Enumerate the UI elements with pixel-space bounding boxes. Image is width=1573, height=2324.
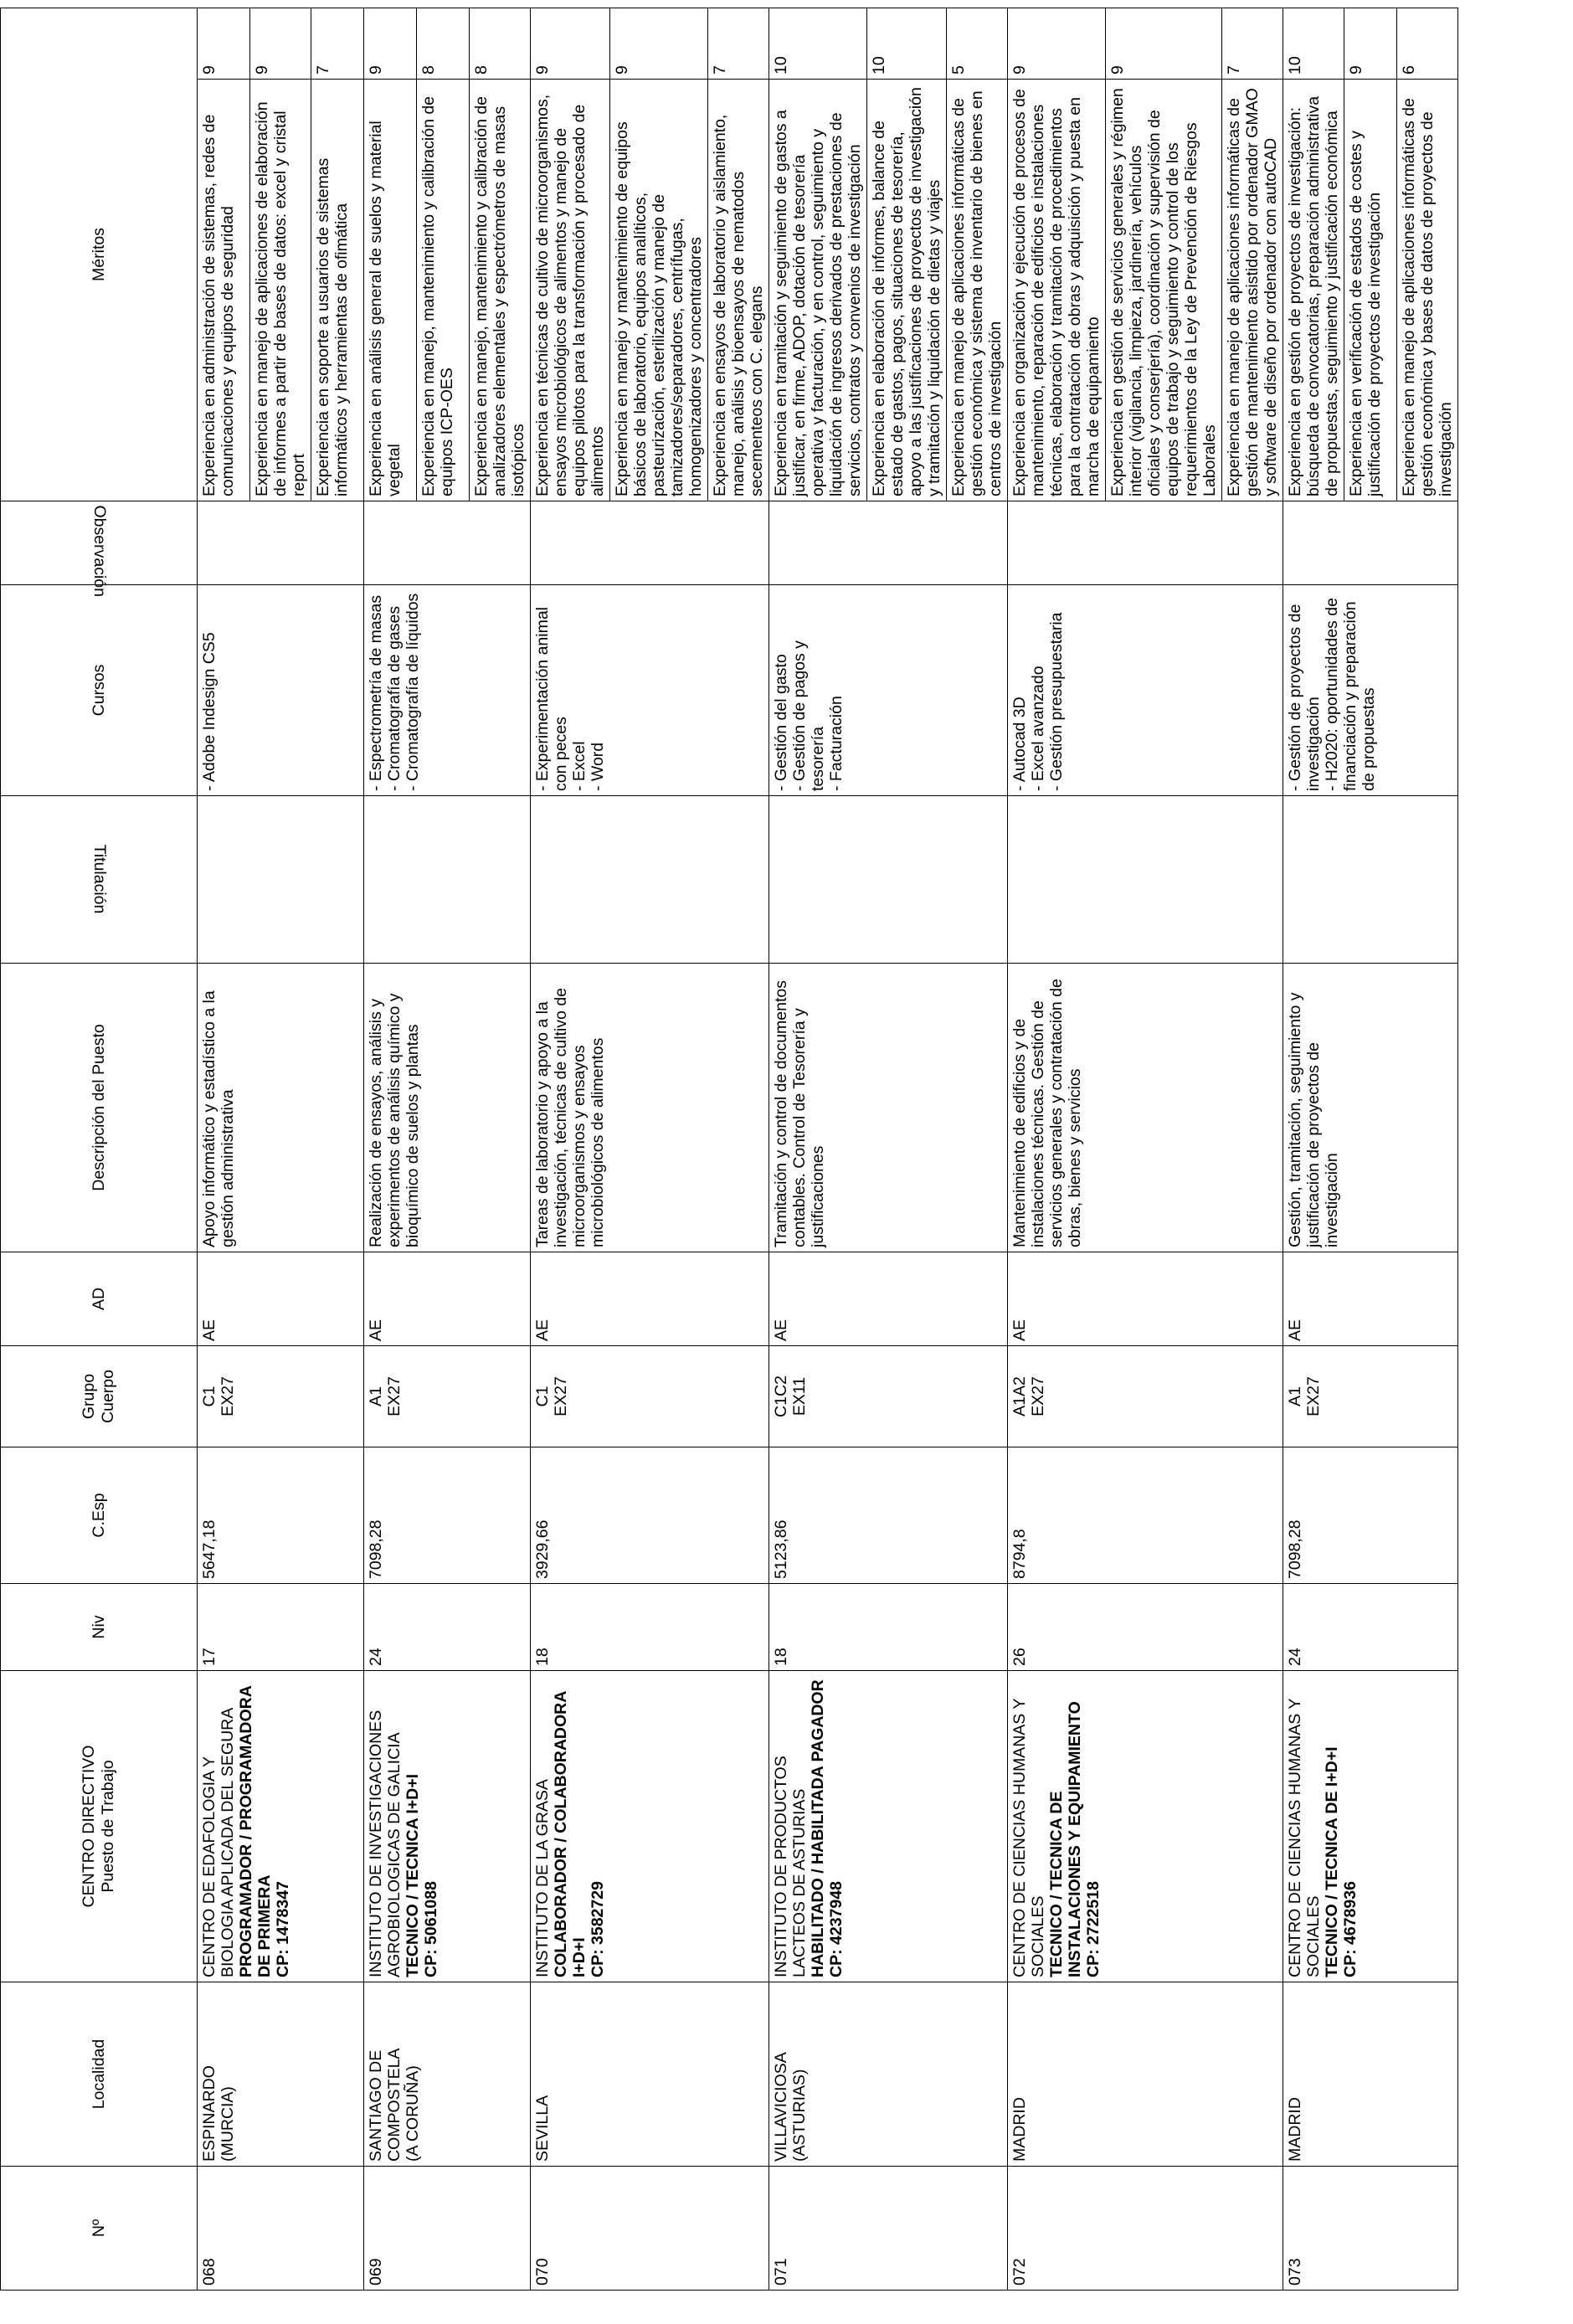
cell-localidad: MADRID [1283,1982,1458,2167]
job-positions-table [0,8,1458,2291]
header-niv: Niv [1,1584,198,1671]
table-body [198,8,1458,2291]
cell-merito-points: 6 [1397,8,1458,80]
cell-centro [1008,1671,1283,1982]
cp-code: CP: 3582729 [589,1881,607,1977]
header-titulacion: Titulación [1,796,198,964]
cell-cesp: 7098,28 [1283,1447,1458,1584]
cell-centro [1283,1671,1458,1982]
cell-cursos: - Espectrometría de masas - Cromatografía de gases - Cromatografía de líquidos [364,585,531,796]
table-row [364,8,417,2291]
cell-num: 071 [769,2167,1008,2291]
puesto-name: PROGRAMADOR / PROGRAMADORA DE PRIMERA [237,1685,274,1977]
cell-niv: 18 [769,1584,1008,1671]
centro-name: INSTITUTO DE PRODUCTOS LACTEOS DE ASTURIAS [772,1756,809,1977]
cell-merito: Experiencia en análisis general de suelos y material vegetal [364,80,417,501]
cell-num: 069 [364,2167,531,2291]
header-observacion: Observación [1,501,198,585]
cell-cesp: 8794,8 [1008,1447,1283,1584]
cell-merito: Experiencia en tramitación y seguimiento de gastos a justificar, en firme, ADOP, dotación de tesorería operativa y facturación, y en control, seguimiento y liquidación de ingresos derivados de prestaciones de servicios, contratos y convenios de investigación [769,80,867,501]
centro-name: INSTITUTO DE LA GRASA [533,1779,552,1977]
cell-niv: 17 [198,1584,364,1671]
cell-niv: 26 [1008,1584,1283,1671]
cell-merito-points: 7 [1222,8,1283,80]
header-ad: AD [1,1252,198,1346]
cell-num: 070 [531,2167,769,2291]
cell-num: 068 [198,2167,364,2291]
cell-merito-points: 9 [1106,8,1222,80]
cell-descripcion: Gestión, tramitación, seguimiento y justificación de proyectos de investigación [1283,964,1458,1252]
cell-cesp: 3929,66 [531,1447,769,1584]
table-row [531,8,610,2291]
cell-titulacion [769,796,1008,964]
cell-descripcion: Apoyo informático y estadístico a la gestión administrativa [198,964,364,1252]
cell-titulacion [531,796,769,964]
cell-centro [769,1671,1008,1982]
cell-merito-points: 9 [198,8,250,80]
cell-observacion [1283,501,1458,585]
cell-merito-points: 9 [610,8,708,80]
cp-code: CP: 5061088 [422,1881,440,1977]
cell-localidad: ESPINARDO (MURCIA) [198,1982,364,2167]
cell-observacion [769,501,1008,585]
cell-descripcion: Tramitación y control de documentos contables. Control de Tesorería y justificaciones [769,964,1008,1252]
cell-num: 073 [1283,2167,1458,2291]
cell-cesp: 7098,28 [364,1447,531,1584]
cell-titulacion [1283,796,1458,964]
cell-merito: Experiencia en técnicas de cultivo de microorganismos, ensayos microbiológicos de alimentos y manejo de equipos pilotos para la transformación y procesado de alimentos [531,80,610,501]
cell-centro [198,1671,364,1982]
puesto-name: COLABORADOR / COLABORADORA I+D+I [552,1691,589,1977]
header-row [1,8,198,2291]
cell-grupo: C1C2 EX11 [769,1346,1008,1447]
cell-observacion [1008,501,1283,585]
cell-merito-points: 8 [470,8,531,80]
cell-niv: 18 [531,1584,769,1671]
cell-localidad: SEVILLA [531,1982,769,2167]
puesto-name: TECNICO / TECNICA DE I+D+I [1323,1746,1341,1977]
header-grupo: Grupo Cuerpo [1,1346,198,1447]
cell-grupo: C1 EX27 [531,1346,769,1447]
cell-localidad: MADRID [1008,1982,1283,2167]
cell-observacion [364,501,531,585]
header-descripcion: Descripción del Puesto [1,964,198,1252]
cell-merito-points: 9 [1344,8,1397,80]
cell-titulacion [198,796,364,964]
header-centro: CENTRO DIRECTIVO Puesto de Trabajo [1,1671,198,1982]
table-row [198,8,250,2291]
cell-ad: AE [1283,1252,1458,1346]
table-row [1283,8,1344,2291]
puesto-name: TECNICO / TECNICA DE INSTALACIONES Y EQUIPAMIENTO [1047,1701,1084,1977]
cell-merito-points: 9 [364,8,417,80]
cell-merito: Experiencia en manejo, mantenimiento y calibración de equipos ICP-OES [417,80,470,501]
cell-ad: AE [364,1252,531,1346]
cell-merito-points: 5 [947,8,1008,80]
cell-grupo: A1 EX27 [1283,1346,1458,1447]
cell-grupo: C1 EX27 [198,1346,364,1447]
cell-merito: Experiencia en soporte a usuarios de sistemas informáticos y herramientas de ofimática [311,80,364,501]
cell-cesp: 5647,18 [198,1447,364,1584]
cell-descripcion: Mantenimiento de edificios y de instalaciones técnicas. Gestión de servicios generales y contratación de obras, bienes y servicios [1008,964,1283,1252]
cell-niv: 24 [364,1584,531,1671]
centro-name: CENTRO DE CIENCIAS HUMANAS Y SOCIALES [1010,1698,1047,1977]
cell-merito: Experiencia en manejo y mantenimiento de equipos básicos de laboratorio, equipos analíticos, pasteurización, esterilización y manejo de tamizadores/separadores, centrífugas, homogenizadores y concentradores [610,80,708,501]
cell-merito-points: 10 [867,8,947,80]
header-num: Nº [1,2167,198,2291]
cell-cursos: - Experimentación animal con peces - Excel - Word [531,585,769,796]
header-cesp: C.Esp [1,1447,198,1584]
cell-merito: Experiencia en elaboración de informes, balance de estado de gastos, pagos, situaciones de tesorería, apoyo a las justificaciones de proyectos de investigación y tramitación y liquidación de dietas y viajes [867,80,947,501]
cell-merito: Experiencia en manejo, mantenimiento y calibración de analizadores elementales y espectrómetros de masas isotópicos [470,80,531,501]
cell-titulacion [364,796,531,964]
cell-merito-points: 8 [417,8,470,80]
cp-code: CP: 1478347 [274,1881,292,1977]
cell-centro [531,1671,769,1982]
cell-localidad: SANTIAGO DE COMPOSTELA (A CORUÑA) [364,1982,531,2167]
cell-merito: Experiencia en manejo de aplicaciones informáticas de gestión de mantenimiento asistido por ordenador GMAO y software de diseño por ordenador con autoCAD [1222,80,1283,501]
cell-merito-points: 9 [531,8,610,80]
cp-code: CP: 4678936 [1341,1881,1360,1977]
centro-name: CENTRO DE EDAFOLOGIA Y BIOLOGIA APLICADA DEL SEGURA [200,1707,237,1977]
cell-grupo: A1A2 EX27 [1008,1346,1283,1447]
cell-descripcion: Tareas de laboratorio y apoyo a la investigación, técnicas de cultivo de microorganismos y ensayos microbiológicos de alimentos [531,964,769,1252]
cell-niv: 24 [1283,1584,1458,1671]
cell-num: 072 [1008,2167,1283,2291]
cp-code: CP: 4237948 [827,1881,846,1977]
centro-name: INSTITUTO DE INVESTIGACIONES AGROBIOLOGICAS DE GALICIA [367,1710,404,1977]
cell-grupo: A1 EX27 [364,1346,531,1447]
centro-name: CENTRO DE CIENCIAS HUMANAS Y SOCIALES [1286,1698,1323,1977]
header-cursos: Cursos [1,585,198,796]
cell-merito: Experiencia en gestión de servicios generales y régimen interior (vigilancia, limpieza, jardinería, vehículos oficiales y conserjería), coordinación y supervisión de equipos de trabajo y seguimiento y control de los requerimientos de la Ley de Prevención de Riesgos Laborales [1106,80,1222,501]
cell-centro [364,1671,531,1982]
table-row [769,8,867,2291]
cell-merito: Experiencia en manejo de aplicaciones informáticas de gestión económica y sistema de inventario de bienes en centros de investigación [947,80,1008,501]
header-meritos: Méritos [1,8,198,501]
cell-cursos: - Gestión del gasto - Gestión de pagos y tesorería - Facturación [769,585,1008,796]
cell-ad: AE [769,1252,1008,1346]
cell-merito-points: 7 [311,8,364,80]
cell-merito: Experiencia en gestión de proyectos de investigación: búsqueda de convocatorias, preparación administrativa de propuestas, seguimiento y justificación económica [1283,80,1344,501]
cell-merito: Experiencia en manejo de aplicaciones de elaboración de informes a partir de bases de datos: excel y cristal report [250,80,311,501]
header-localidad: Localidad [1,1982,198,2167]
cell-merito-points: 9 [1008,8,1106,80]
cell-merito: Experiencia en verificación de estados de costes y justificación de proyectos de investigación [1344,80,1397,501]
cell-merito-points: 9 [250,8,311,80]
cell-cursos: - Adobe Indesign CS5 [198,585,364,796]
cell-merito-points: 10 [1283,8,1344,80]
cell-ad: AE [1008,1252,1283,1346]
cp-code: CP: 2722518 [1084,1881,1103,1977]
cell-observacion [198,501,364,585]
cell-merito: Experiencia en administración de sistemas, redes de comunicaciones y equipos de seguridad [198,80,250,501]
cell-merito: Experiencia en ensayos de laboratorio y aislamiento, manejo, análisis y bioensayos de nematodos secementeos con C. elegans [708,80,769,501]
cell-cesp: 5123,86 [769,1447,1008,1584]
cell-merito-points: 7 [708,8,769,80]
puesto-name: HABILITADO / HABILITADA PAGADOR [809,1679,827,1977]
cell-cursos: - Gestión de proyectos de investigación - H2020: oportunidades de financiación y preparación de propuestas [1283,585,1458,796]
cell-merito: Experiencia en manejo de aplicaciones informáticas de gestión económica y bases de datos de proyectos de investigación [1397,80,1458,501]
cell-ad: AE [531,1252,769,1346]
cell-merito: Experiencia en organización y ejecución de procesos de mantenimiento, reparación de edificios e instalaciones técnicas, elaboración y tramitación de procedimientos para la contratación de obras y adquisición y puesta en marcha de equipamiento [1008,80,1106,501]
cell-observacion [531,501,769,585]
cell-ad: AE [198,1252,364,1346]
cell-cursos: - Autocad 3D - Excel avanzado - Gestión presupuestaria [1008,585,1283,796]
cell-merito-points: 10 [769,8,867,80]
cell-localidad: VILLAVICIOSA (ASTURIAS) [769,1982,1008,2167]
cell-descripcion: Realización de ensayos, análisis y experimentos de análisis químico y bioquímico de suelos y plantas [364,964,531,1252]
table-row [1008,8,1106,2291]
puesto-name: TECNICO / TECNICA I+D+I [404,1773,422,1977]
cell-titulacion [1008,796,1283,964]
